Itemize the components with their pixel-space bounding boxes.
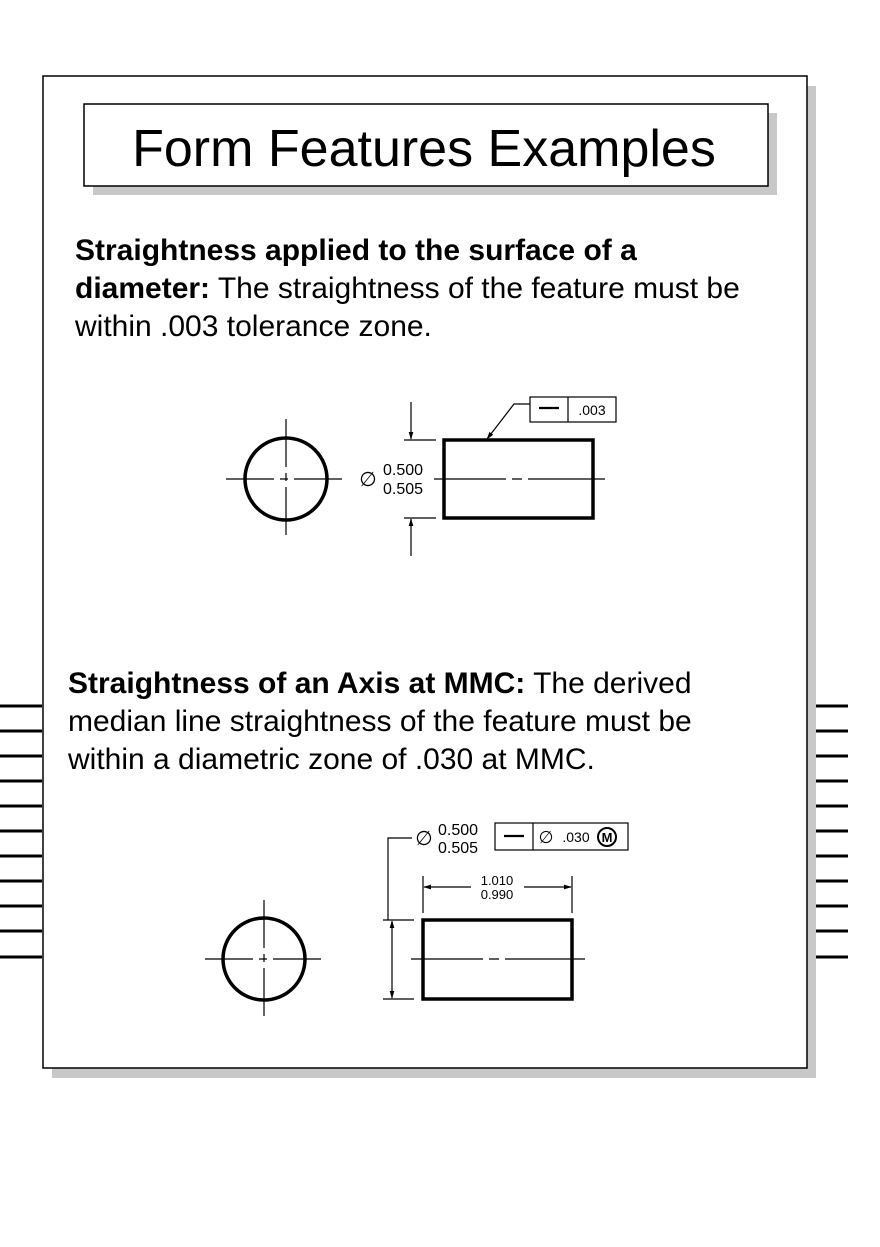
section1-description <box>75 232 765 346</box>
section1-body: The straightness of the feature must be within .003 tolerance zone. <box>75 272 740 343</box>
section2-description <box>68 665 768 779</box>
binder-tabs-left <box>0 706 42 957</box>
section2-body: The derived median line straightness of the feature must be within a diametric zone of .030 at MMC. <box>68 667 692 776</box>
diagram2-fcf-tolerance: .030 <box>562 829 590 845</box>
diagram2-fcf-modifier: M <box>601 830 613 845</box>
binder-tabs-right <box>816 706 848 957</box>
diagram2-length-upper: 1.010 <box>480 873 514 888</box>
page-title: Form Features Examples <box>132 120 716 178</box>
diagram1-size-lower: 0.505 <box>383 481 424 498</box>
section1-heading: Straightness applied to the surface of a diameter: <box>75 234 637 305</box>
diagram2-fcf-diameter-symbol: ∅ <box>538 828 554 847</box>
diagram1-fcf-tolerance: .003 <box>578 402 606 418</box>
diagram1-size-upper: 0.500 <box>383 462 424 479</box>
diagram2-size-upper: 0.500 <box>438 822 479 839</box>
diagram2-length-lower: 0.990 <box>480 887 514 902</box>
diagram2-size-lower: 0.505 <box>438 840 479 857</box>
diagram1-diameter-symbol: ∅ <box>359 469 377 491</box>
section2-heading: Straightness of an Axis at MMC: <box>68 667 526 700</box>
diagram2-diameter-symbol: ∅ <box>415 828 433 850</box>
